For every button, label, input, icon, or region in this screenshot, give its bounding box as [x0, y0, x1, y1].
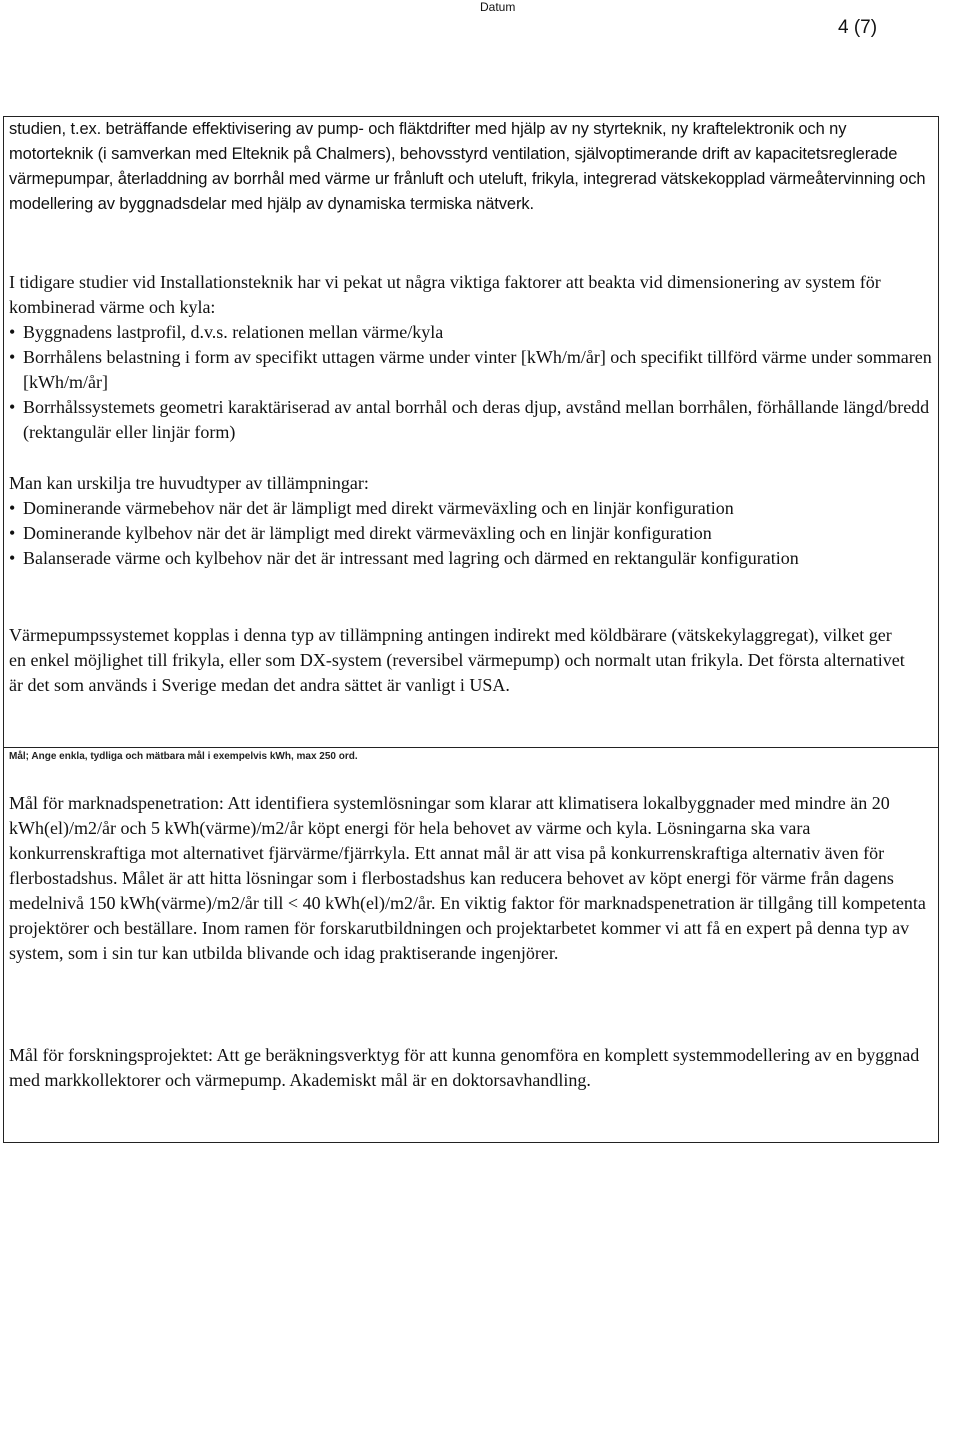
bullet-icon: • [9, 523, 16, 543]
list-item: • Byggnadens lastprofil, d.v.s. relationen mellan värme/kyla [9, 320, 934, 345]
factors-block [9, 270, 934, 445]
list-item: • Borrhålens belastning i form av specifikt uttagen värme under vinter [kWh/m/år] och specifikt tillförd värme under sommaren [kWh/m/år] [9, 347, 932, 392]
bullet-icon: • [9, 347, 16, 367]
goals-instruction-label: Mål; Ange enkla, tydliga och mätbara mål i exempelvis kWh, max 250 ord. [9, 751, 358, 762]
application-list [9, 496, 934, 571]
bullet-icon: • [9, 397, 16, 417]
bullet-icon: • [9, 322, 16, 342]
factor-list [9, 320, 934, 445]
bullet-icon: • [9, 498, 16, 518]
datum-label: Datum [480, 0, 516, 14]
page-number: 4 (7) [838, 17, 878, 38]
paragraph-market-goal: Mål för marknadspenetration: Att identifiera systemlösningar som klarar att klimatisera lokalbyggnader med mindre än 20 kWh(el)/m2/år och 5 kWh(värme)/m2/år köpt energi för hela behovet av värme och kyla. Lösningarna ska vara konkurrenskraftiga mot alternativet fjärvärme/fjärrkyla. Ett annat mål är att visa på konkurrenskraftiga alternativ även för flerbostadshus. Målet är att hitta lösningar som i flerbostadshus kan reducera behovet av köpt energi för värme från dagens medelnivå 150 kWh(värme)/m2/år till < 40 kWh(el)/m2/år. En viktig faktor för marknadspenetration är tillgång till kompetenta projektörer och beställare. Inom ramen för forskarutbildningen och projektarbetet kommer vi att få en expert på denna typ av system, som i sin tur kan utbilda blivande och idag praktiserande ingenjörer. [9, 793, 926, 963]
applications-block [9, 471, 934, 571]
bullet-icon: • [9, 548, 16, 568]
list-item: • Dominerande kylbehov när det är lämpligt med direkt värmeväxling och en linjär konfiguration [9, 521, 934, 546]
paragraph-research-goal: Mål för forskningsprojektet: Att ge beräkningsverktyg för att kunna genomföra en komplett systemmodellering av en byggnad med markkollektorer och värmepump. Akademiskt mål är en doktorsavhandling. [9, 1045, 920, 1090]
section-divider [3, 747, 939, 748]
list-item: • Balanserade värme och kylbehov när det är intressant med lagring och därmed en rektangulär konfiguration [9, 546, 934, 571]
paragraph-heat-pump-system: Värmepumpssystemet kopplas i denna typ av tillämpning antingen indirekt med köldbärare (vätskekylaggregat), vilket ger en enkel möjlighet till frikyla, eller som DX-system (reversibel värmepump) och normalt utan frikyla. Det första alternativet är det som används i Sverige medan det andra sättet är vanligt i USA. [9, 625, 905, 695]
list-item: • Dominerande värmebehov när det är lämpligt med direkt värmeväxling och en linjär konfiguration [9, 496, 934, 521]
list-item: • Borrhålssystemets geometri karaktäriserad av antal borrhål och deras djup, avstånd mellan borrhålen, förhållande längd/bredd (rektangulär eller linjär form) [9, 397, 930, 442]
paragraph-factors-intro: I tidigare studier vid Installationsteknik har vi pekat ut några viktiga faktorer att beakta vid dimensionering av system för kombinerad värme och kyla: [9, 272, 881, 317]
paragraph-effectivisation: studien, t.ex. beträffande effektivisering av pump- och fläktdrifter med hjälp av ny styrteknik, ny kraftelektronik och ny motorteknik (i samverkan med Elteknik på Chalmers), behovsstyrd ventilation, självoptimerande drift av kapacitetsreglerade värmepumpar, återladdning av borrhål med värme ur frånluft och uteluft, frikyla, integrerad vätskekopplad värmeåtervinning och modellering av byggnadsdelar med hjälp av dynamiska termiska nätverk. [9, 120, 926, 213]
paragraph-applications-intro: Man kan urskilja tre huvudtyper av tillämpningar: [9, 473, 369, 493]
